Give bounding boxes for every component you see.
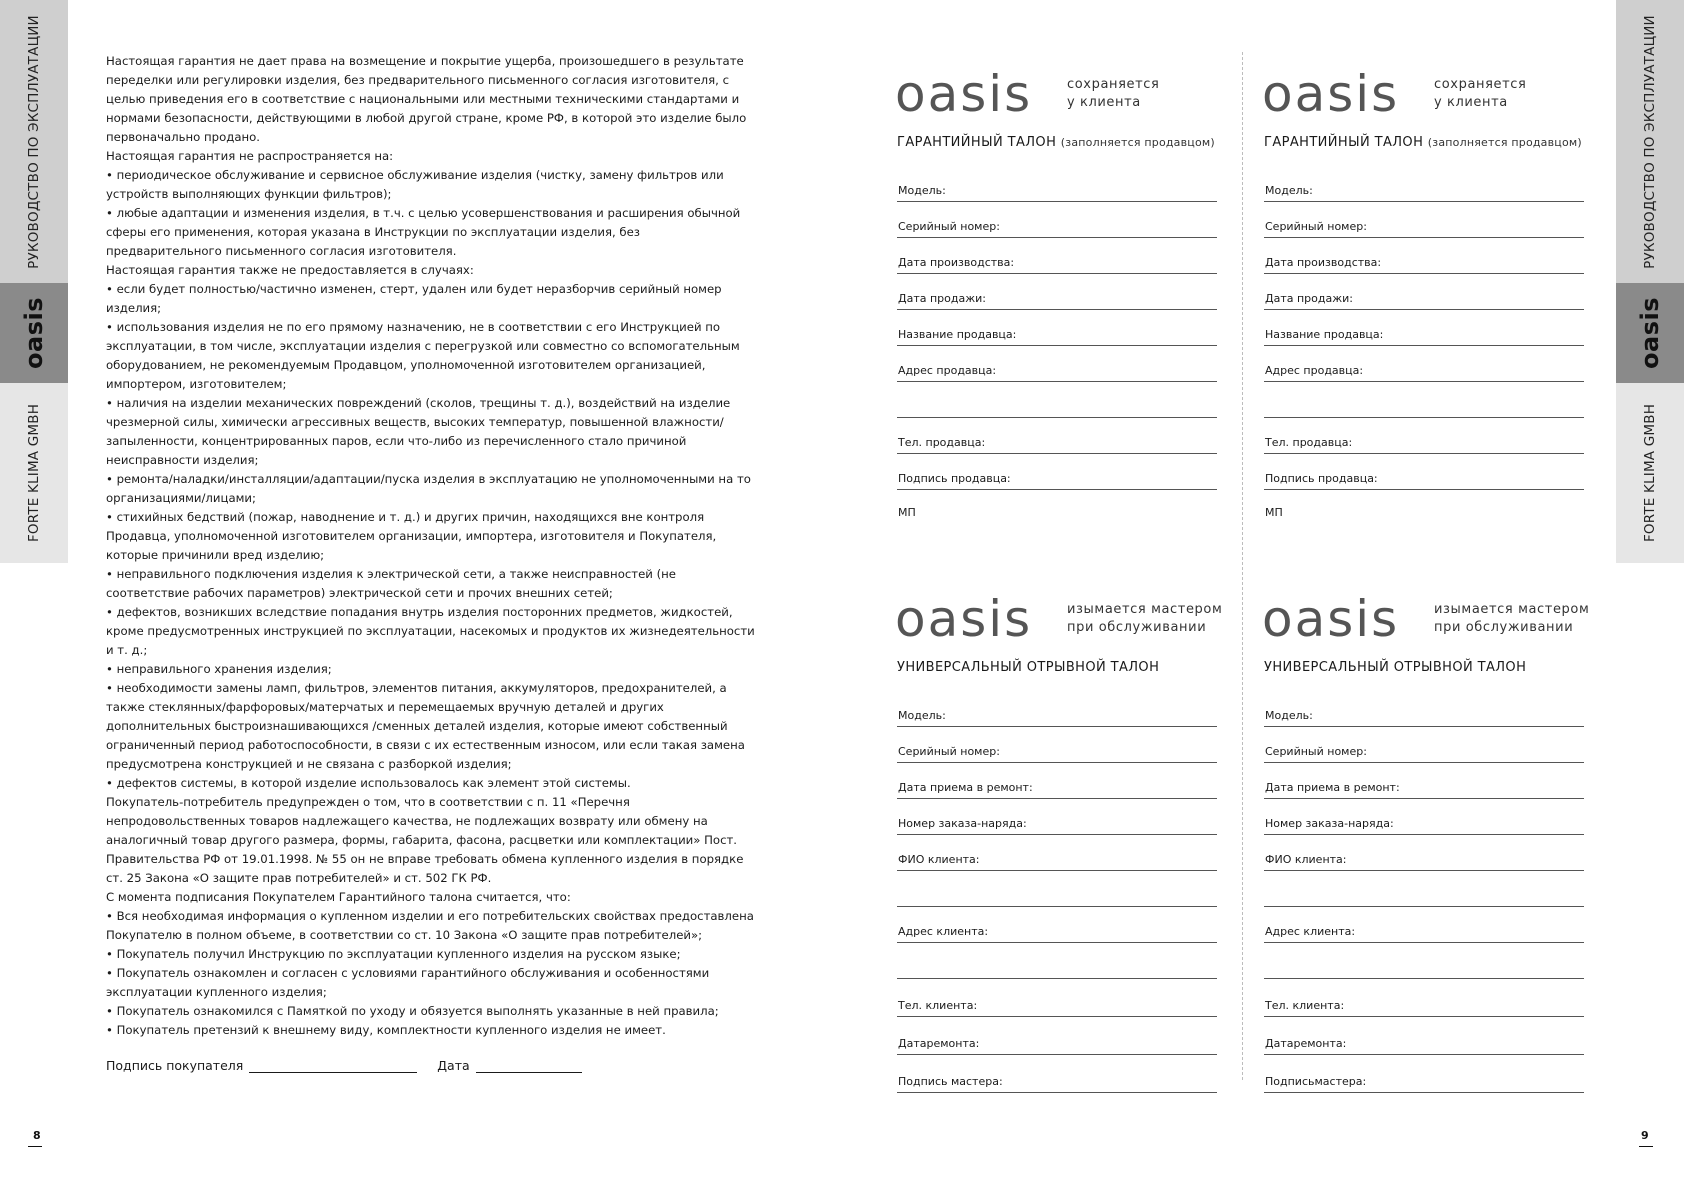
coupon-title-text: УНИВЕРСАЛЬНЫЙ ОТРЫВНОЙ ТАЛОН [1264, 660, 1527, 675]
terms-paragraph: • использования изделия не по его прямому назначению, не в соответствии с его Инструкцией по эксплуатации, в том числе, эксплуатации изделия с перегрузкой или совместно со вспомогательным оборудованием, не рекомендуемым Продавцом, уполномоченной изготовителем организацией, импортером, изготовителем; [106, 320, 740, 391]
form-field-label: Модель: [1265, 184, 1313, 197]
warranty-terms-text [106, 52, 756, 1040]
coupon-note-line: изымается мастером [1434, 602, 1590, 617]
terms-paragraph: • необходимости замены ламп, фильтров, элементов питания, аккумуляторов, предохранителей, а также стеклянных/фарфоровых/матерчатых и перемещаемых вручную деталей и других дополнительных быстроизнашивающихся /сменных деталей изделия, которые имеют собственный ограниченный период работоспособности, в связи с их естественным износом, или если такая замена предусмотрена конструкцией и не связана с разборкой изделия; [106, 681, 745, 771]
coupon-title [897, 135, 1215, 150]
form-field[interactable] [1264, 166, 1584, 202]
coupon-title [897, 660, 1159, 675]
form-field[interactable] [1264, 981, 1584, 1017]
coupon-note-line: сохраняется [1434, 77, 1527, 92]
buyer-signature-label: Подпись покупателя [106, 1058, 244, 1073]
form-field[interactable] [897, 907, 1217, 943]
form-field[interactable] [897, 691, 1217, 727]
coupon-subtitle: (заполняется продавцом) [1060, 136, 1215, 149]
form-field-label: Адрес продавца: [898, 364, 997, 377]
brand-section-tab [1616, 283, 1684, 383]
form-field-label: Подписьмастера: [1265, 1075, 1367, 1088]
form-field-label: ФИО клиента: [1265, 853, 1347, 866]
form-field[interactable] [897, 346, 1217, 382]
terms-paragraph: • ремонта/наладки/инсталляции/адаптации/пуска изделия в эксплуатацию не уполномоченными на то организациями/лицами; [106, 472, 751, 505]
terms-paragraph: Настоящая гарантия не распространяется на: [106, 149, 394, 163]
form-field-label: Датаремонта: [898, 1037, 980, 1050]
form-field[interactable] [1264, 835, 1584, 871]
form-field[interactable] [897, 166, 1217, 202]
form-field-label: ФИО клиента: [898, 853, 980, 866]
coupon-header [895, 590, 1223, 655]
form-field[interactable] [1264, 799, 1584, 835]
form-field-label: Модель: [898, 709, 946, 722]
form-field-label: Серийный номер: [1265, 220, 1367, 233]
terms-paragraph: • наличия на изделии механических повреждений (сколов, трещины т. д.), воздействий на изделие чрезмерной силы, химически агрессивных веществ, высоких температур, повышенной влажности/запыленности, концентрированных паров, если что-либо из перечисленного стало причиной неисправности изделия; [106, 396, 731, 467]
form-field[interactable] [897, 835, 1217, 871]
form-field[interactable] [897, 943, 1217, 979]
form-field-label: Номер заказа-наряда: [898, 817, 1027, 830]
form-field[interactable] [897, 1057, 1217, 1093]
date-line[interactable] [476, 1059, 582, 1073]
coupon-title-text: ГАРАНТИЙНЫЙ ТАЛОН [897, 135, 1057, 150]
coupon-note-line: изымается мастером [1067, 602, 1223, 617]
coupon-subtitle: (заполняется продавцом) [1427, 136, 1582, 149]
form-field[interactable] [1264, 691, 1584, 727]
form-field-label: Серийный номер: [1265, 745, 1367, 758]
coupon-note-line: при обслуживании [1434, 620, 1574, 635]
coupon-note [1067, 76, 1237, 112]
form-field[interactable] [897, 727, 1217, 763]
form-field[interactable] [1264, 418, 1584, 454]
form-field-label: Тел. продавца: [898, 436, 986, 449]
manual-label: РУКОВОДСТВО ПО ЭКСПЛУАТАЦИИ [1642, 14, 1659, 269]
form-field-label: Адрес продавца: [1265, 364, 1364, 377]
form-field-label: Модель: [1265, 709, 1313, 722]
coupon-header [895, 65, 1217, 130]
coupon-note [1434, 601, 1604, 637]
oasis-logo: oasis [895, 65, 1033, 123]
terms-paragraph: • дефектов, возникших вследствие попадания внутрь изделия посторонних предметов, жидкостей, кроме предусмотренных инструкцией по эксплуатации, насекомых и продуктов их жизнедеятельности и т. д.; [106, 605, 755, 657]
form-field-label: Дата продажи: [898, 292, 986, 305]
form-field[interactable] [1264, 310, 1584, 346]
form-field[interactable] [897, 454, 1217, 490]
form-field[interactable] [1264, 454, 1584, 490]
form-field[interactable] [1264, 871, 1584, 907]
form-field[interactable] [1264, 274, 1584, 310]
brand-section-tab [0, 283, 68, 383]
form-field[interactable] [897, 1019, 1217, 1055]
form-field[interactable] [1264, 346, 1584, 382]
form-field[interactable] [897, 382, 1217, 418]
company-section-tab [1616, 383, 1684, 563]
coupon-note [1067, 601, 1237, 637]
terms-paragraph: • Покупатель ознакомлен и согласен с условиями гарантийного обслуживания и особенностями эксплуатации купленного изделия; [106, 966, 710, 999]
terms-paragraph: • Покупатель ознакомился с Памяткой по уходу и обязуется выполнять указанные в ней правила; [106, 1004, 719, 1018]
stamp-label: МП [1265, 506, 1283, 519]
brand-label: oasis [20, 297, 49, 369]
manual-section-tab [0, 0, 68, 283]
form-field[interactable] [897, 274, 1217, 310]
coupon-title [1264, 135, 1582, 150]
coupon-note-line: сохраняется [1067, 77, 1160, 92]
coupon-title-text: УНИВЕРСАЛЬНЫЙ ОТРЫВНОЙ ТАЛОН [897, 660, 1160, 675]
form-field-label: Дата приема в ремонт: [898, 781, 1033, 794]
form-field[interactable] [1264, 763, 1584, 799]
form-field[interactable] [1264, 238, 1584, 274]
terms-paragraph: • Покупатель получил Инструкцию по эксплуатации купленного изделия на русском языке; [106, 947, 681, 961]
manual-label: РУКОВОДСТВО ПО ЭКСПЛУАТАЦИИ [26, 14, 43, 269]
coupon-header [1262, 590, 1590, 655]
form-field-label: Тел. продавца: [1265, 436, 1353, 449]
terms-paragraph: С момента подписания Покупателем Гарантийного талона считается, что: [106, 890, 571, 904]
oasis-logo: oasis [1262, 590, 1400, 648]
form-field[interactable] [897, 981, 1217, 1017]
company-label: FORTE KLIMA GMBH [1642, 403, 1659, 543]
form-field-label: Дата производства: [1265, 256, 1382, 269]
form-field[interactable] [1264, 727, 1584, 763]
form-field[interactable] [897, 310, 1217, 346]
terms-paragraph: • Вся необходимая информация о купленном изделии и его потребительских свойствах предоставлена Покупателю в полном объеме, в соответствии со ст. 10 Закона «О защите прав потребителей»; [106, 909, 754, 942]
form-field-label: Серийный номер: [898, 745, 1000, 758]
terms-paragraph: • если будет полностью/частично изменен, стерт, удален или будет неразборчив серийный номер изделия; [106, 282, 722, 315]
form-field[interactable] [897, 763, 1217, 799]
terms-paragraph: • неправильного хранения изделия; [106, 662, 332, 676]
form-field-label: Название продавца: [898, 328, 1017, 341]
buyer-signature-row [106, 1058, 582, 1073]
oasis-logo: oasis [895, 590, 1033, 648]
oasis-logo: oasis [1262, 65, 1400, 123]
page-number-rule [28, 1146, 42, 1147]
buyer-signature-line[interactable] [249, 1059, 417, 1073]
page-number-right: 9 [1641, 1129, 1649, 1142]
right-side-tab [1616, 0, 1684, 563]
coupon-header [1262, 65, 1584, 130]
form-field-label: Дата продажи: [1265, 292, 1353, 305]
form-field-label: Дата производства: [898, 256, 1015, 269]
form-field[interactable] [1264, 1019, 1584, 1055]
form-field-label: Адрес клиента: [898, 925, 989, 938]
form-field-label: Подпись мастера: [898, 1075, 1003, 1088]
terms-paragraph: Настоящая гарантия не дает права на возмещение и покрытие ущерба, произошедшего в результате переделки или регулировки изделия, без предварительного письменного согласия изготовителя, с целью приведения его в соответствие с национальными или местными техническими стандартами и нормами безопасности, действующими в любой другой стране, кроме РФ, в которой это изделие было первоначально продано. [106, 54, 747, 144]
form-field[interactable] [1264, 382, 1584, 418]
form-field-label: Серийный номер: [898, 220, 1000, 233]
left-side-tab [0, 0, 68, 563]
form-field[interactable] [1264, 907, 1584, 943]
form-field[interactable] [897, 238, 1217, 274]
coupon-note-line: у клиента [1067, 95, 1141, 110]
company-section-tab [0, 383, 68, 563]
coupon-note [1434, 76, 1604, 112]
coupon-note-line: при обслуживании [1067, 620, 1207, 635]
coupon-note-line: у клиента [1434, 95, 1508, 110]
coupon-title [1264, 660, 1526, 675]
form-field-label: Номер заказа-наряда: [1265, 817, 1394, 830]
form-field[interactable] [897, 871, 1217, 907]
form-field-label: Название продавца: [1265, 328, 1384, 341]
page-number-left: 8 [33, 1129, 41, 1142]
terms-paragraph: • неправильного подключения изделия к электрической сети, а также неисправностей (не соответствие рабочих параметров) электрической сети и прочих внешних сетей; [106, 567, 676, 600]
brand-label: oasis [1636, 297, 1665, 369]
terms-paragraph: Покупатель-потребитель предупрежден о том, что в соответствии с п. 11 «Перечня непродовольственных товаров надлежащего качества, не подлежащих возврату или обмену на аналогичный товар другого размера, формы, габарита, фасона, расцветки или комплектации» Пост. Правительства РФ от 19.01.1998. № 55 он не вправе требовать обмена купленного изделия в порядке ст. 25 Закона «О защите прав потребителей» и ст. 502 ГК РФ. [106, 795, 744, 885]
terms-paragraph: • Покупатель претензий к внешнему виду, комплектности купленного изделия не имеет. [106, 1023, 666, 1037]
form-field[interactable] [1264, 1057, 1584, 1093]
form-field-label: Адрес клиента: [1265, 925, 1356, 938]
manual-section-tab [1616, 0, 1684, 283]
form-field-label: Подпись продавца: [898, 472, 1011, 485]
terms-paragraph: Настоящая гарантия также не предоставляется в случаях: [106, 263, 474, 277]
form-field[interactable] [1264, 202, 1584, 238]
terms-paragraph: • дефектов системы, в которой изделие использовалось как элемент этой системы. [106, 776, 631, 790]
terms-paragraph: • стихийных бедствий (пожар, наводнение и т. д.) и других причин, находящихся вне контроля Продавца, уполномоченной изготовителем организации, импортера, изготовителя и Покупателя, которые причинили вред изделию; [106, 510, 717, 562]
stamp-label: МП [898, 506, 916, 519]
form-field[interactable] [1264, 943, 1584, 979]
company-label: FORTE KLIMA GMBH [26, 403, 43, 543]
form-field-label: Датаремонта: [1265, 1037, 1347, 1050]
page-number-rule [1639, 1146, 1653, 1147]
form-field-label: Модель: [898, 184, 946, 197]
form-field[interactable] [897, 418, 1217, 454]
terms-paragraph: • периодическое обслуживание и сервисное обслуживание изделия (чистку, замену фильтров или устройств выполняющих функции фильтров); [106, 168, 724, 201]
form-field-label: Дата приема в ремонт: [1265, 781, 1400, 794]
date-label: Дата [437, 1058, 470, 1073]
terms-paragraph: • любые адаптации и изменения изделия, в т.ч. с целью усовершенствования и расширения обычной сферы его применения, которая указана в Инструкции по эксплуатации изделия, без предварительного письменного согласия изготовителя. [106, 206, 741, 258]
form-field[interactable] [897, 202, 1217, 238]
cut-line [1242, 52, 1243, 1080]
form-field[interactable] [897, 799, 1217, 835]
coupon-title-text: ГАРАНТИЙНЫЙ ТАЛОН [1264, 135, 1424, 150]
form-field-label: Подпись продавца: [1265, 472, 1378, 485]
form-field-label: Тел. клиента: [1265, 999, 1345, 1012]
form-field-label: Тел. клиента: [898, 999, 978, 1012]
